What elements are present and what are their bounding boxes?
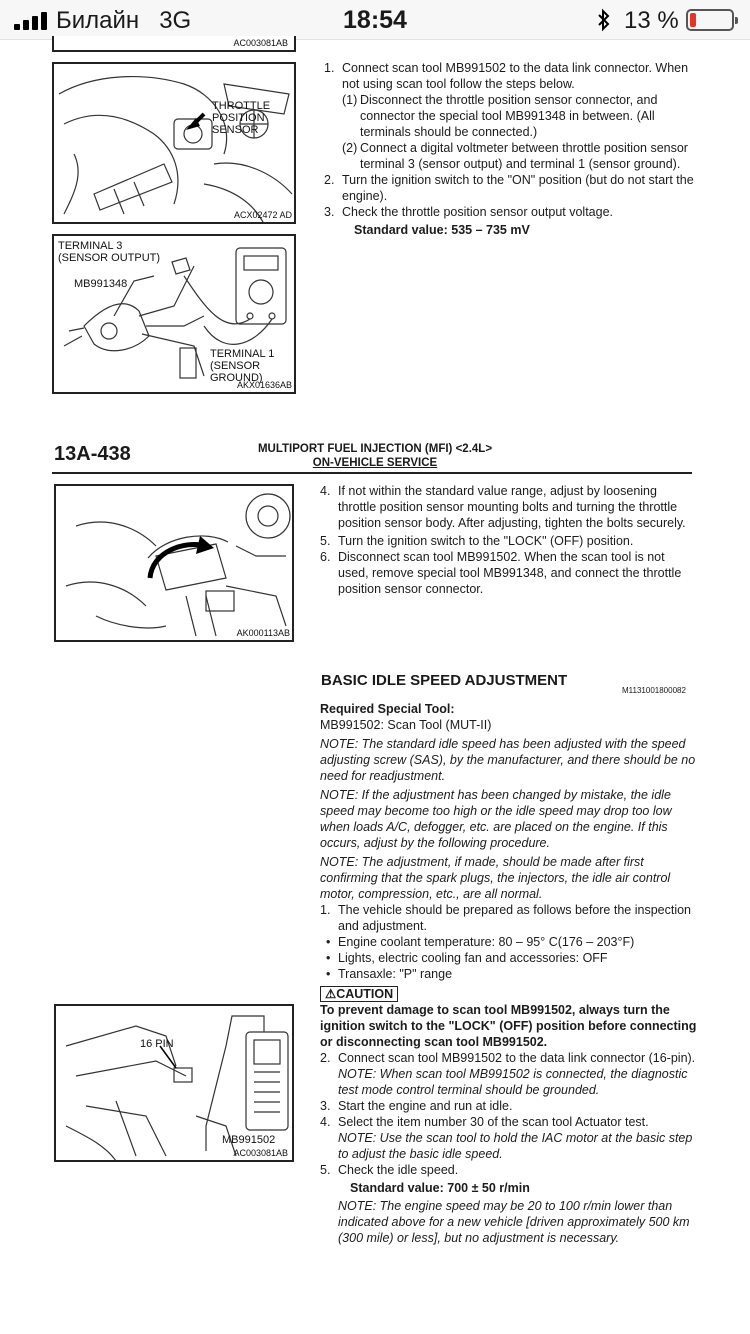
warning-triangle-icon: ⚠ [325, 987, 337, 1001]
clock: 18:54 [343, 6, 407, 34]
figure-top-cropped [52, 36, 296, 52]
note-3: NOTE: The adjustment, if made, should be made after first confirming that the spark plugs, the injectors, the idle air control motor, compression, etc., are all normal. [320, 855, 671, 901]
page-header [205, 442, 545, 470]
terminal1-label: TERMINAL 1 (SENSOR GROUND) [210, 348, 275, 384]
step-1-2: (2) Connect a digital voltmeter between throttle position sensor terminal 3 (sensor output) and terminal 1 (sensor ground). [342, 141, 688, 171]
bullet-coolant: • Engine coolant temperature: 80 – 95° C(176 – 203°F) [326, 935, 635, 949]
idle-step-2: 2. Connect scan tool MB991502 to the data link connector (16-pin). [320, 1051, 696, 1065]
idle-step-5: 5. Check the idle speed. [320, 1163, 459, 1177]
battery-icon [686, 9, 734, 31]
figure-code: AC003081AB [233, 38, 288, 48]
bullet-transaxle: • Transaxle: "P" range [326, 967, 453, 981]
engine-illustration [54, 64, 296, 224]
figure-code: ACX02472 AD [233, 210, 292, 220]
figure-voltmeter-test [52, 234, 296, 394]
bluetooth-icon [596, 8, 612, 32]
figure-code: AKX01636AB [236, 380, 292, 390]
caution-text: To prevent damage to scan tool MB991502, always turn the ignition switch to the "LOCK" (OFF) position before connecting or disconnecting scan tool MB991502. [320, 1003, 697, 1049]
note-1: NOTE: The standard idle speed has been adjusted with the speed adjusting screw (SAS), by the manufacturer, and there should be no need for readjustment. [320, 737, 696, 783]
required-tool: MB991502: Scan Tool (MUT-II) [320, 718, 492, 732]
header-subtitle: ON-VEHICLE SERVICE [312, 457, 438, 469]
bullet-lights: • Lights, electric cooling fan and accessories: OFF [326, 951, 608, 965]
idle-step-1: 1. The vehicle should be prepared as follows before the inspection and adjustment. [320, 903, 691, 933]
scan-tool-label: MB991502 [222, 1134, 276, 1146]
step-6: 6. Disconnect scan tool MB991502. When the scan tool is not used, remove special tool MB991348, and connect the throttle position sensor connector. [320, 550, 682, 596]
note-4: NOTE: When scan tool MB991502 is connected, the diagnostic test mode control terminal should be grounded. [338, 1067, 688, 1097]
figure-throttle-sensor [52, 62, 296, 224]
idle-step-3: 3. Start the engine and run at idle. [320, 1099, 513, 1113]
battery-percentage: 13 % [624, 7, 679, 34]
caution-box [320, 986, 398, 1002]
required-tool-label: Required Special Tool: [320, 702, 455, 716]
step-2: 2. Turn the ignition switch to the "ON" position (but do not start the engine). [324, 173, 694, 203]
idle-standard-value: Standard value: 700 ± 50 r/min [350, 1181, 530, 1195]
note-6: NOTE: The engine speed may be 20 to 100 r/min lower than indicated above for a new vehicle [driven approximately 500 km (300 mile) or less], but no adjustment is necessary. [338, 1199, 690, 1245]
figure-code: AK000113AB [236, 628, 290, 638]
figure-sensor-adjust [54, 484, 294, 642]
step-1-1: (1) Disconnect the throttle position sensor connector, and connector the special tool MB991348 in between. (All terminals should be connected.) [342, 93, 658, 139]
section-title: BASIC IDLE SPEED ADJUSTMENT [321, 672, 568, 689]
caution-label: CAUTION [336, 987, 394, 1001]
steps-mid [320, 483, 698, 597]
figure-scan-tool [54, 1004, 294, 1162]
note-2: NOTE: If the adjustment has been changed by mistake, the idle speed may become too high or the idle speed may drop too low when loads A/C, defogger, etc. are placed on the engine. If this occurs, adjust by the following procedure. [320, 788, 672, 850]
figure-code: AC003081AB [233, 1148, 288, 1158]
standard-value: Standard value: 535 – 735 mV [354, 223, 530, 237]
step-5: 5. Turn the ignition switch to the "LOCK" (OFF) position. [320, 534, 634, 548]
idle-speed-procedure [320, 701, 698, 1246]
carrier-name: Билайн [56, 7, 140, 34]
sensor-adjust-illustration [56, 486, 294, 642]
header-divider [52, 472, 692, 474]
step-3: 3. Check the throttle position sensor output voltage. [324, 205, 613, 219]
terminal3-label: TERMINAL 3 (SENSOR OUTPUT) [58, 240, 161, 264]
page-number: 13A-438 [54, 443, 131, 465]
status-bar [0, 0, 750, 40]
header-title: MULTIPORT FUEL INJECTION (MFI) <2.4L> [257, 443, 493, 455]
tool-label: MB991348 [74, 278, 128, 290]
pin-label: 16 PIN [140, 1038, 174, 1050]
steps-top [324, 60, 702, 238]
note-5: NOTE: Use the scan tool to hold the IAC motor at the basic step to adjust the basic idle speed. [338, 1131, 693, 1161]
step-1: 1. Connect scan tool MB991502 to the data link connector. When not using scan tool follow the steps below. [324, 61, 689, 91]
idle-step-4: 4. Select the item number 30 of the scan tool Actuator test. [320, 1115, 649, 1129]
step-4: 4. If not within the standard value range, adjust by loosening throttle position sensor mounting bolts and turning the throttle position sensor body. After adjusting, tighten the bolts securely. [320, 484, 686, 530]
network-type: 3G [159, 7, 192, 34]
section-code: M1131001800082 [622, 686, 686, 695]
throttle-sensor-label: THROTTLE POSITION SENSOR [212, 100, 271, 136]
